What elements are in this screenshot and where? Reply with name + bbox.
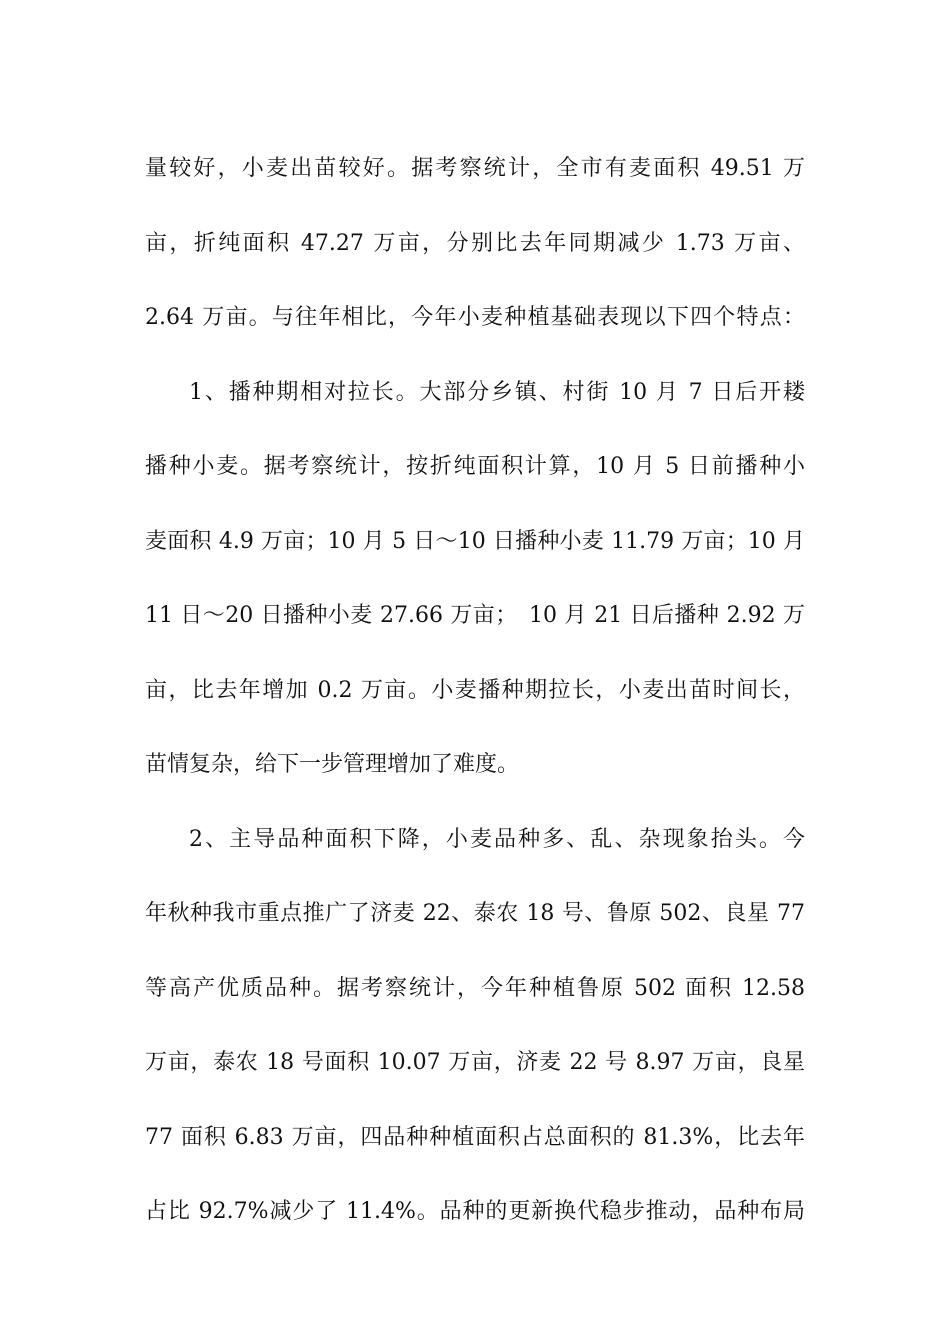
text-line: 等高产优质品种。据考察统计，今年种植鲁原 502 面积 12.58	[145, 975, 805, 1001]
text-line: 77 面积 6.83 万亩，四品种种植面积占总面积的 81.3%，比去年	[145, 1124, 805, 1150]
text-line: 苗情复杂，给下一步管理增加了难度。	[145, 752, 520, 777]
text-line: 1、播种期相对拉长。大部分乡镇、村街 10 月 7 日后开耧	[189, 379, 805, 405]
text-line: 麦面积 4.9 万亩；10 月 5 日～10 日播种小麦 11.79 万亩；10 月	[145, 528, 805, 554]
text-line: 播种小麦。据考察统计，按折纯面积计算，10 月 5 日前播种小	[145, 454, 805, 479]
text-line: 2.64 万亩。与往年相比，今年小麦种植基础表现以下四个特点：	[145, 305, 805, 330]
body-text	[145, 132, 805, 1250]
text-line: 量较好，小麦出苗较好。据考察统计，全市有麦面积 49.51 万	[145, 156, 805, 181]
text-line: 万亩，泰农 18 号面积 10.07 万亩，济麦 22 号 8.97 万亩，良星	[145, 1050, 805, 1075]
text-line: 11 日～20 日播种小麦 27.66 万亩； 10 月 21 日后播种 2.92 万	[145, 603, 805, 628]
text-line: 2、主导品种面积下降，小麦品种多、乱、杂现象抬头。今	[189, 826, 805, 852]
text-line: 亩，折纯面积 47.27 万亩，分别比去年同期减少 1.73 万亩、	[145, 230, 805, 256]
text-line: 占比 92.7%减少了 11.4%。品种的更新换代稳步推动，品种布局	[145, 1199, 805, 1224]
text-line: 亩，比去年增加 0.2 万亩。小麦播种期拉长，小麦出苗时间长，	[145, 677, 805, 703]
text-line: 年秋种我市重点推广了济麦 22、泰农 18 号、鲁原 502、良星 77	[145, 901, 805, 926]
